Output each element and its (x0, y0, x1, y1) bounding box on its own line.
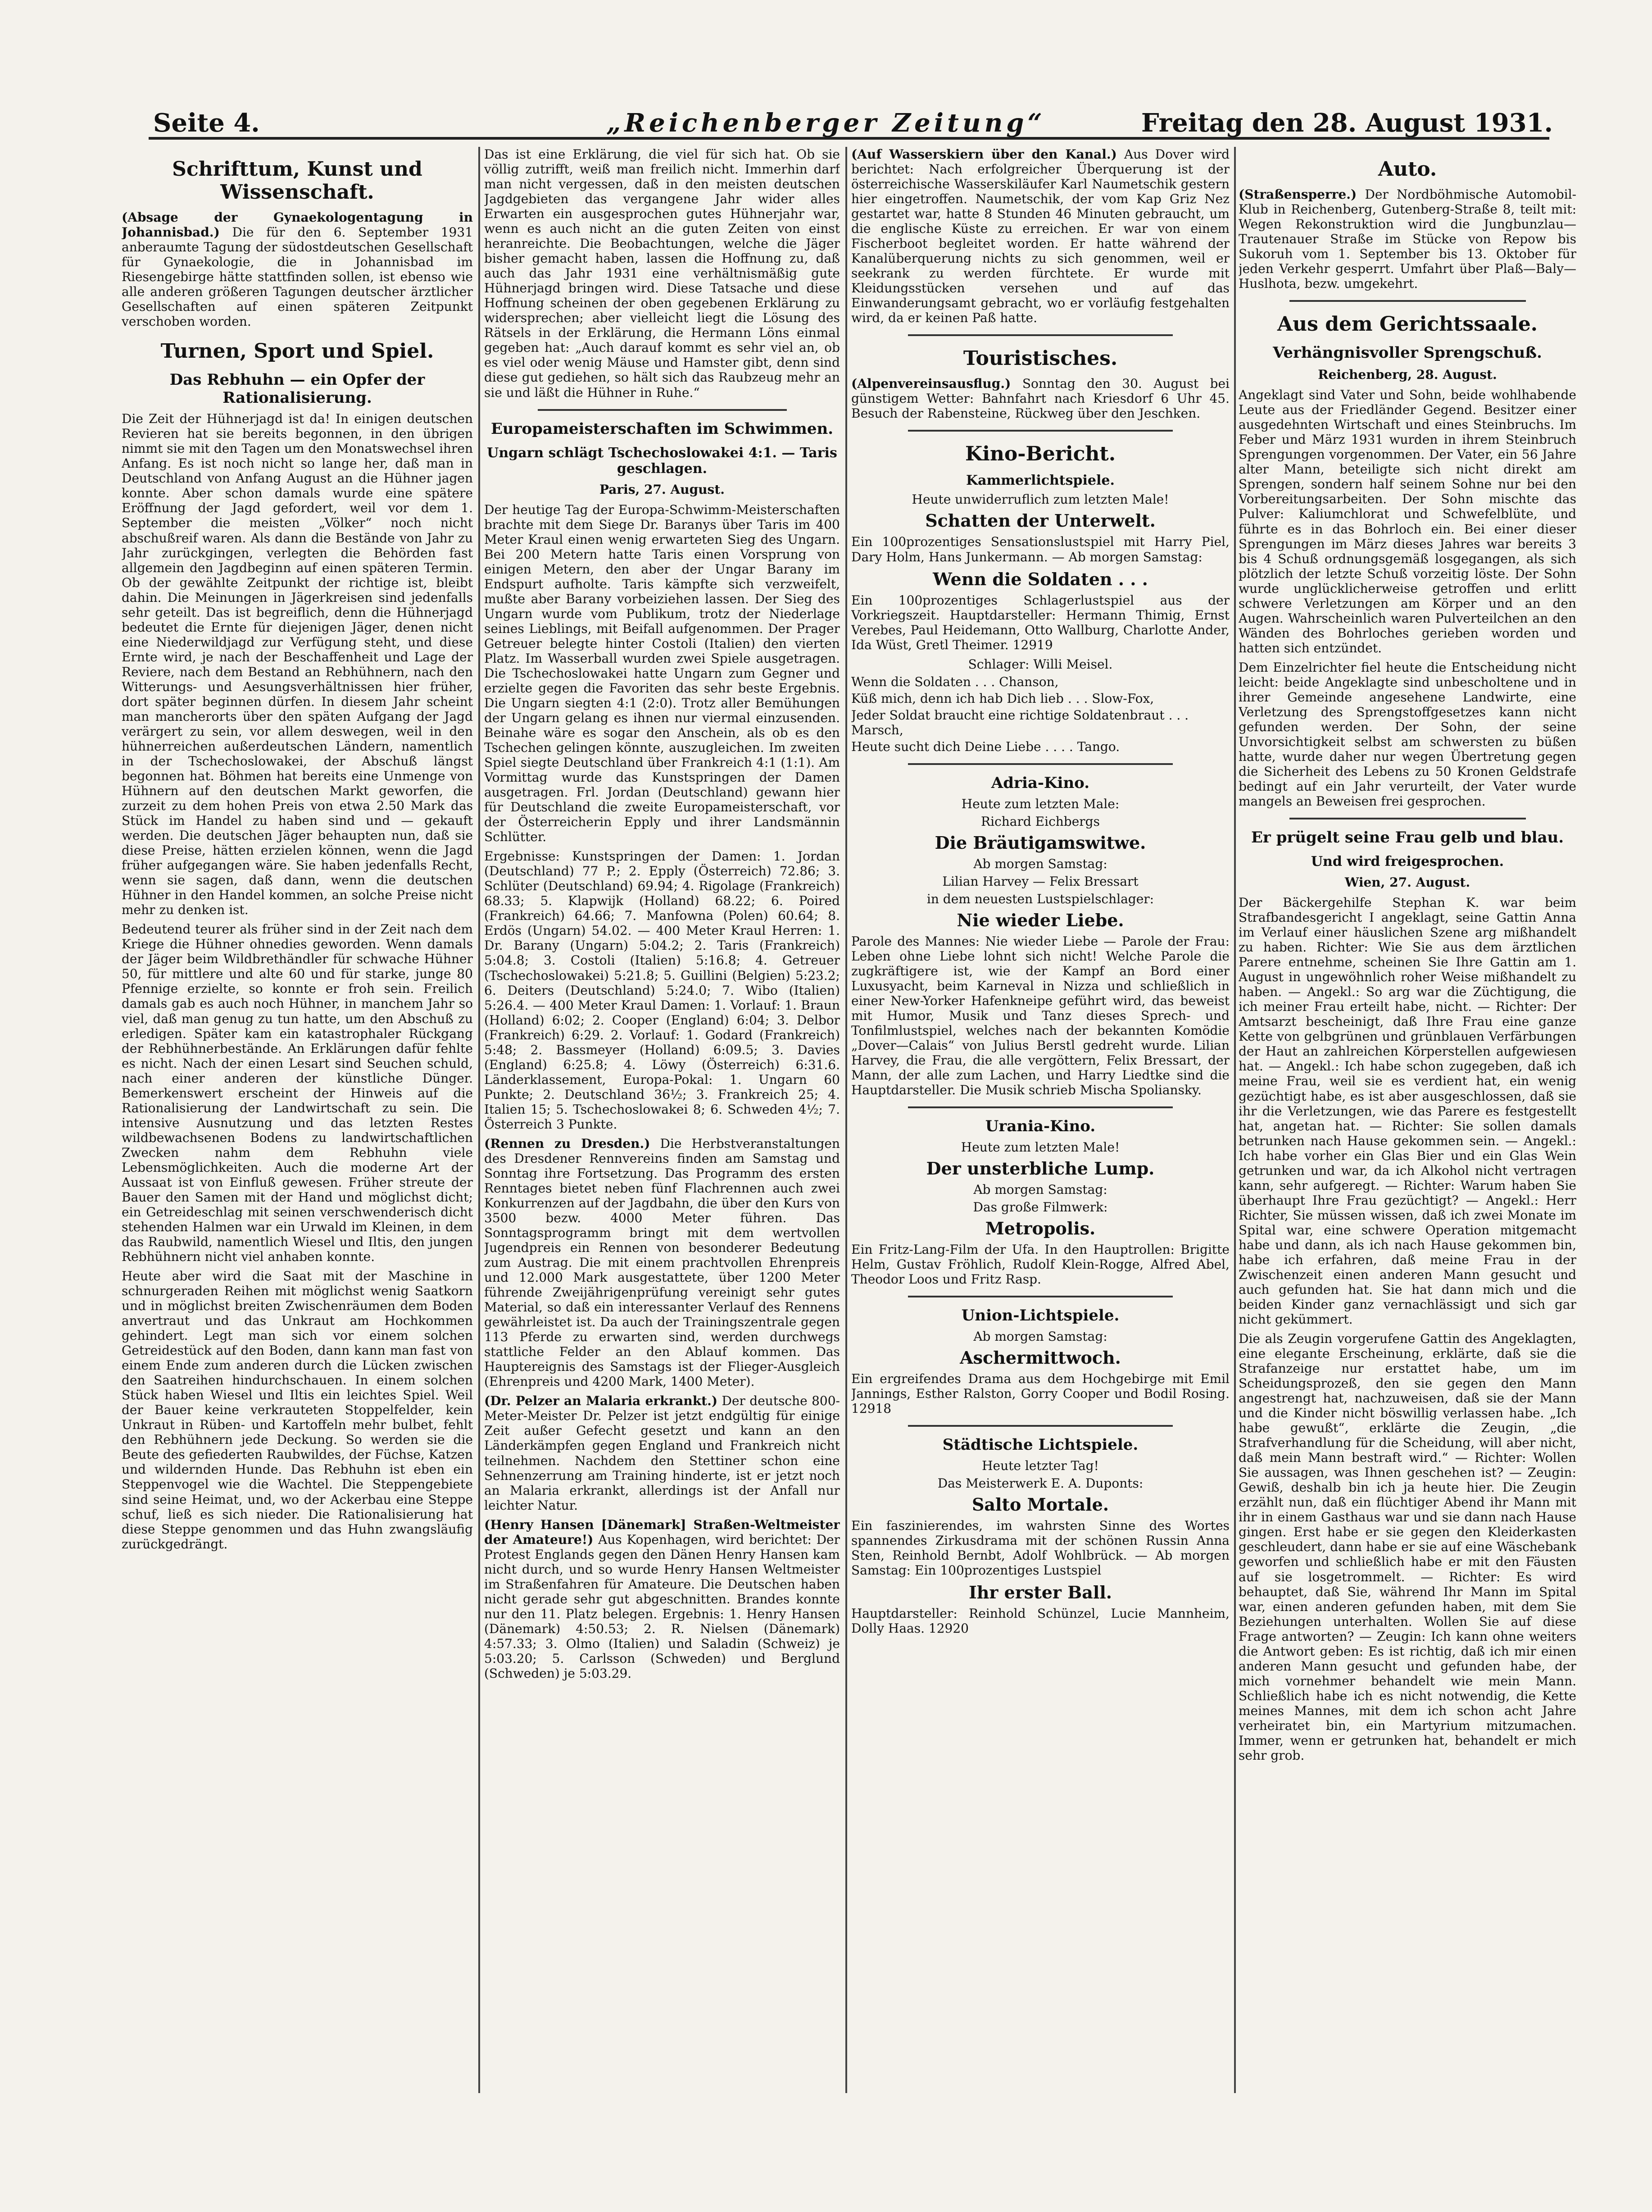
article-text: Sonntag den 30. August bei günstigem Wetter: Bahnfahrt nach Kriesdorf 6 Uhr 45. Besuch der Rabensteine, Rückweg über den Jeschken. (851, 376, 1230, 421)
column-divider (1234, 147, 1236, 2093)
notice-line: Ab morgen Samstag: (973, 1329, 1107, 1344)
article-headline: Das Rebhuhn — ein Opfer der Rationalisierung. (169, 371, 425, 407)
notice-line: Heute unwiderruflich zum letzten Male! (912, 492, 1169, 507)
film-title: Wenn die Soldaten . . . (933, 569, 1148, 589)
film-title: Salto Mortale. (971, 1494, 1109, 1515)
article-paragraph (851, 376, 1230, 421)
article-text: Die für den 6. September 1931 anberaumte Tagung der südostdeutschen Gesellschaft für Gynaekologie, die in Johannisbad im Riesengebirge hätte stattfinden sollen, ist ebenso wie alle anderen größeren Tagungen deutscher ärztlicher Gesellschaften auf einen späteren Zeitpunkt verschoben worden. (122, 225, 473, 329)
notice-line: Heute letzter Tag! (982, 1458, 1099, 1474)
song-line: Heute sucht dich Deine Liebe . . . . Tango. (851, 739, 1120, 754)
notice-line: Heute zum letzten Male! (961, 1140, 1120, 1155)
article-paragraph (484, 1136, 840, 1389)
column-3 (851, 147, 1230, 1640)
notice-line: Ab morgen Samstag: (973, 1182, 1107, 1197)
section-rule (908, 1425, 1173, 1427)
section-heading: Turnen, Sport und Spiel. (160, 340, 434, 363)
notice-line: Das Meisterwerk E. A. Duponts: (937, 1476, 1144, 1491)
section-heading: Schrifttum, Kunst und Wissenschaft. (172, 158, 422, 204)
article-headline: Städtische Lichtspiele. (942, 1436, 1139, 1454)
article-paragraph: Ein ergreifendes Drama aus dem Hochgebirge mit Emil Jannings, Esther Ralston, Gorry Cooper und Bodil Rosing. 12918 (851, 1371, 1230, 1416)
article-paragraph: Dem Einzelrichter fiel heute die Entscheidung nicht leicht: beide Angeklagte sind unbescholtene und in ihrer Gemeinde angesehene Landwirte, eine Verletzung des Sprengstoffgesetzes kann nicht gefunden werden. Der Sohn, der seine Unvorsichtigkeit selbst am schwersten zu büßen hatte, wurde daher nur wegen Übertretung gegen die Sicherheit des Lebens zu 50 Kronen Geldstrafe bedingt auf ein Jahr verurteilt, der Vater wurde mangels an Beweisen frei gesprochen. (1239, 660, 1576, 809)
article-lead: (Rennen zu Dresden.) (484, 1136, 650, 1151)
article-lead: (Absage der Gynaekologentagung in Johannisbad.) (122, 210, 473, 240)
article-paragraph: Die Zeit der Hühnerjagd ist da! In einigen deutschen Revieren hat sie bereits begonnen, in den übrigen nimmt sie mit den Tagen um den Monatswechsel ihren Anfang. Es ist noch nicht so lange her, daß man in Deutschland von Anfang August an die Hühner jagen konnte. Aber schon damals wurde eine spätere Eröffnung der Jagd gefordert, weil vor dem 1. September die meisten „Völker“ noch nicht abschußreif waren. Als dann die Bestände von Jahr zu Jahr zurückgingen, verlegten die Behörden fast allgemein den Jagdbeginn auf einen späteren Termin. Ob der gewählte Zeitpunkt der richtige ist, bleibt dahin. Die Meinungen in Jägerkreisen sind jedenfalls sehr geteilt. Das ist begreiflich, denn die Hühnerjagd bedeutet die Ernte für diejenigen Jäger, denen nicht eine Niederwildjagd zur Verfügung steht, und diese Ernte wird, je nach der Beschaffenheit und Lage der Reviere, nach dem Bestand an Rebhühnern, nach den Witterungs- und Aesungsverhältnissen hier früher, dort später beginnen dürfen. In diesem Jahr scheint man mancherorts über den späten Aufgang der Jagd verärgert zu sein, vor allem deswegen, weil in den hühnerreichen außerdeutschen Ländern, namentlich in der Tschechoslowakei, der Abschuß längst begonnen hat. Böhmen hat bereits eine Unmenge von Hühnern auf den deutschen Markt geworfen, die zurzeit zu dem hohen Preis von etwa 2.50 Mark das Stück im Handel zu haben sind und — gekauft werden. Die deutschen Jäger behaupten nun, daß sie diese Preise, hätten erzielen können, wenn die Jagd früher aufgegangen wäre. Sie haben jedenfalls Recht, wenn sie sagen, daß dann, wenn die deutschen Hühner in den Handel kommen, an solche Preise nicht mehr zu denken ist. (122, 411, 473, 918)
film-title: Nie wieder Liebe. (957, 910, 1124, 930)
article-paragraph: Parole des Mannes: Nie wieder Liebe — Parole der Frau: Leben ohne Liebe lohnt sich nicht! Welche Parole die zugkräftigere ist, wie der Kampf an Bord einer Luxusyacht, beim Karneval in Nizza und schließlich in einer New-Yorker Hafenkneipe geführt wird, das beweist mit Humor, Musik und Tanz dieses Sprech- und Tonfilmlustspiel, welches nach der bekannten Komödie „Dover—Calais“ von Julius Berstl gedreht wurde. Lilian Harvey, die Frau, die alle vergöttern, Felix Bressart, der Mann, der alle zum Lachen, und Harry Liedtke sind die Hauptdarsteller. Die Musik schrieb Mischa Spoliansky. (851, 933, 1230, 1097)
notice-line: Heute zum letzten Male: (961, 796, 1120, 811)
masthead: „Reichenberger Zeitung“ (606, 108, 1046, 138)
article-paragraph: Das ist eine Erklärung, die viel für sich hat. Ob sie völlig zutrifft, weiß man freilich nicht. Immerhin darf man nicht vergessen, daß in den meisten deutschen Jagdgebieten das vergangene Jahr wider alles Erwarten ein ausgesprochen gutes Hühnerjahr war, wenn es auch nicht an die guten Zeiten von einst heranreichte. Die Beobachtungen, welche die Jäger bisher gemacht haben, lassen die Hoffnung zu, daß auch das Jahr 1931 eine verhältnismäßig gute Hühnerjagd bringen wird. Diese Tatsache und diese Hoffnung scheinen der oben gegebenen Erklärung zu widersprechen; aber vielleicht liegt die Lösung des Rätsels in der Erklärung, die Hermann Löns einmal gegeben hat: „Auch darauf kommt es sehr viel an, ob es viel oder wenig Mäuse und Hamster gibt, denn sind diese gut gediehen, so hält sich das Raubzeug mehr an sie und läßt die Hühner in Ruhe.“ (484, 147, 840, 400)
page-number: Seite 4. (153, 108, 260, 138)
section-heading: Auto. (1378, 158, 1437, 181)
article-paragraph: Bedeutend teurer als früher sind in der Zeit nach dem Kriege die Hühner ohnedies geworden. Wenn damals der Jäger beim Wildbrethändler für schwache Hühner 50, für mittlere und alte 60 und für starke, junge 80 Pfennige erzielte, so konnte er froh sein. Freilich damals gab es auch noch Hühner, in manchem Jahr so viel, daß man genug zu tun hatte, um den Abschuß zu erledigen. Später kam ein katastrophaler Rückgang der Rebhühnerbestände. An Erklärungen dafür fehlte es nicht. Nach der einen Lesart sind Seuchen schuld, nach einer anderen der künstliche Dünger. Bemerkenswert erscheint der Hinweis auf die Rationalisierung der Landwirtschaft zu sein. Die intensive Ausnutzung und das letzten Restes wildbewachsenen Bodens zu landwirtschaftlichen Zwecken nahm dem Rebhuhn viele Lebensmöglichkeiten. Auch die moderne Art der Aussaat ist von Einfluß gewesen. Früher streute der Bauer den Samen mit der Hand und möglichst dicht; ein Getreideschlag mit seinen verschwenderisch dicht stehenden Halmen war ein Urwald im Kleinen, in dem das Raubwild, namentlich Wiesel und Iltis, den jungen Rebhühnern nicht viel anhaben konnte. (122, 922, 473, 1264)
film-title: Die Bräutigamswitwe. (935, 832, 1146, 853)
article-subheadline: Und wird freigesprochen. (1311, 854, 1504, 870)
article-paragraph: Angeklagt sind Vater und Sohn, beide wohlhabende Leute aus der Friedländer Gegend. Besitzer einer ausgedehnten Wirtschaft und eines Steinbruchs. Im Feber und März 1931 wurden in ihrem Steinbruch Sprengungen vorgenommen. Der Vater, ein 56 Jahre alter Mann, beteiligte sich nicht direkt am Sprengen, sondern half seinem Sohne nur bei den Vorbereitungsarbeiten. Der Sohn mischte das Pulver: Kaliumchlorat und Schwefelblüte, und führte es in das Bohrloch ein. Bei einer dieser Sprengungen im März dieses Jahres war bereits 3 bis 4 Schuß ordnungsgemäß losgegangen, als sich plötzlich der letzte Schuß vorzeitig löste. Der Sohn wurde unglücklicherweise getroffen und erlitt schwere Verletzungen am Körper und an den Augen. Wahrscheinlich waren Pulverteilchen an den Wänden des Bohrloches gerieben worden und hatten sich entzündet. (1239, 387, 1576, 655)
article-paragraph (1239, 187, 1576, 291)
article-paragraph (484, 1393, 840, 1512)
section-rule (908, 1296, 1173, 1297)
notice-line: in dem neuesten Lustspielschlager: (926, 891, 1154, 906)
article-paragraph: Die als Zeugin vorgerufene Gattin des Angeklagten, eine elegante Erscheinung, erklärte, daß sie die Strafanzeige nur erstattet habe, um im Scheidungsprozeß, den sie gegen den Mann angestrengt hat, nachzuweisen, daß sie der Mann und die Kinder nicht böswillig verlassen habe. „Ich habe gewußt“, erklärte die Zeugin, „die Strafverhandlung für die Scheidung, will aber nicht, daß mein Mann bestraft wird.“ — Richter: Wollen Sie aussagen, was Ihnen geschehen ist? — Zeugin: Gewiß, deshalb bin ich ja heute hier. Die Zeugin erzählt nun, daß ein flüchtiger Abend ihr Mann mit ihr in einem Gasthaus war und sie dann nach Hause gingen. Erst habe er sie gegen den Kleiderkasten geschleudert, dann habe er sie auf eine Wäschebank geworfen und schließlich habe er mit den Fäusten auf sie losgetrommelt. — Richter: Es wird behauptet, daß Sie, während Ihr Mann im Spital war, einen anderen gefunden haben, mit dem Sie Beziehungen unterhalten. Wollen Sie auf diese Frage antworten? — Zeugin: Ich kann ohne weiters die Antwort geben: Es ist richtig, daß ich mir einen anderen Mann gesucht und gefunden habe, der mich vornehmer behandelt wie mein Mann. Schließlich habe ich es nicht notwendig, die Kette meines Mannes, mit dem ich schon acht Jahre verheiratet bin, ein Martyrium mitzumachen. Immer, wenn er getrunken hat, behandelt er mich sehr grob. (1239, 1331, 1576, 1763)
column-2 (484, 147, 840, 1685)
article-subheadline: Ungarn schlägt Tschechoslowakei 4:1. — Taris geschlagen. (487, 445, 837, 477)
article-text: Der Nordböhmische Automobil-Klub in Reichenberg, Gutenberg-Straße 8, teilt mit: Wegen Rekonstruktion wird die Jungbunzlau—Trautenauer Straße im Stücke von Repow bis Sukoruh vom 1. September bis 13. Oktober für jeden Verkehr gesperrt. Umfahrt über Plaß—Baly—Huslhota, bezw. umgekehrt. (1239, 187, 1576, 291)
dateline: Paris, 27. August. (599, 482, 725, 497)
article-headline: Europameisterschaften im Schwimmen. (490, 419, 834, 438)
article-paragraph: Ein 100prozentiges Schlagerlustspiel aus der Vorkriegszeit. Hauptdarsteller: Hermann Thimig, Ernst Verebes, Paul Heidemann, Otto Wallburg, Charlotte Ander, Ida Wüst, Gretl Theimer. 12919 (851, 592, 1230, 652)
column-divider (845, 147, 847, 2093)
column-4 (1239, 147, 1576, 1767)
article-paragraph: Der heutige Tag der Europa-Schwimm-Meisterschaften brachte mit dem Siege Dr. Baranys über Taris im 400 Meter Kraul einen wenig erwarteten Sieg des Ungarn. Bei 200 Metern hatte Taris einen Vorsprung von einigen Metern, den aber der Ungar Barany im Endspurt aufholte. Taris kämpfte sich verzweifelt, mußte aber Barany vorbeiziehen lassen. Der Sieg des Ungarn wurde vom Publikum, trotz der Niederlage seines Lieblings, mit Beifall aufgenommen. Der Prager Getreuer belegte hinter Costoli (Italien) den vierten Platz. Im Wasserball wurden zwei Spiele ausgetragen. Die Tschechoslowakei hatte Ungarn zum Gegner und erzielte gegen die Favoriten das sehr beste Ergebnis. Die Ungarn siegten 4:1 (2:0). Trotz aller Bemühungen der Ungarn gelang es ihnen nur viermal einzusenden. Beinahe wäre es sogar den Anschein, als ob es den Tschechen gelingen könnte, auszugleichen. Im zweiten Spiel siegte Deutschland über Frankreich 4:1 (1:1). Am Vormittag wurde das Kunstspringen der Damen ausgetragen. Frl. Jordan (Deutschland) gewann hier für Deutschland die zweite Europameisterschaft, vor der Österreicherin Epply und ihrer Landsmännin Schlütter. (484, 502, 840, 845)
article-headline: Er prügelt seine Frau gelb und blau. (1251, 828, 1564, 847)
section-rule (908, 763, 1173, 765)
column-divider (478, 147, 480, 2093)
article-lead: (Henry Hansen [Dänemark] Straßen-Weltmeister der Amateure!) (484, 1517, 840, 1547)
issue-date: Freitag den 28. August 1931. (1141, 108, 1553, 138)
article-lead: (Auf Wasserskiern über den Kanal.) (851, 147, 1117, 162)
article-paragraph: Ein 100prozentiges Sensationslustspiel mit Harry Piel, Dary Holm, Hans Junkermann. — Ab morgen Samstag: (851, 534, 1230, 564)
article-paragraph (484, 1517, 840, 1681)
notice-line: Lilian Harvey — Felix Bressart (942, 874, 1139, 889)
article-paragraph: Ergebnisse: Kunstspringen der Damen: 1. Jordan (Deutschland) 77 P.; 2. Epply (Österreich) 72.86; 3. Schlüter (Deutschland) 69.94; 4. Rigolage (Frankreich) 68.33; 5. Klapwijk (Holland) 68.22; 6. Poired (Frankreich) 64.66; 7. Manfowna (Polen) 60.64; 8. Erdös (Ungarn) 54.02. — 400 Meter Kraul Herren: 1. Dr. Barany (Ungarn) 5:04.2; 2. Taris (Frankreich) 5:04.8; 3. Costoli (Italien) 5:16.8; 4. Getreuer (Tschechoslowakei) 5:21.8; 5. Guillini (Belgien) 5:23.2; 6. Deiters (Deutschland) 5:24.0; 7. Wibo (Italien) 5:26.4. — 400 Meter Kraul Damen: 1. Vorlauf: 1. Braun (Holland) 6:02; 2. Cooper (England) 6:04; 3. Delbor (Frankreich) 6:29. 2. Vorlauf: 1. Godard (Frankreich) 5:48; 2. Bassmeyer (Holland) 6:09.5; 3. Davies (England) 6:25.8; 4. Löwy (Österreich) 6:31.6. Länderklassement, Europa-Pokal: 1. Ungarn 60 Punkte; 2. Deutschland 36½; 3. Frankreich 25; 4. Italien 15; 5. Tschechoslowakei 8; 6. Schweden 4½; 7. Österreich 3 Punkte. (484, 849, 840, 1132)
section-rule (1289, 300, 1526, 302)
section-rule (538, 409, 787, 411)
article-text: Der deutsche 800-Meter-Meister Dr. Pelzer ist jetzt endgültig für einige Zeit außer Gefecht gesetzt und kann an den Länderkämpfen gegen England und Frankreich nicht teilnehmen. Nachdem den Stettiner schon eine Sehnenzerrung am Training hinderte, ist er jetzt noch an Malaria erkrankt, allerdings ist der Anfall nur leichter Natur. (484, 1393, 840, 1513)
film-title: Ihr erster Ball. (968, 1582, 1112, 1603)
film-title: Der unsterbliche Lump. (926, 1158, 1155, 1179)
section-rule (1289, 818, 1526, 819)
section-heading: Kino-Bericht. (965, 442, 1116, 466)
article-headline: Adria-Kino. (991, 774, 1090, 792)
article-text: Die Herbstveranstaltungen des Dresdener Rennvereins finden am Samstag und Sonntag ihre Fortsetzung. Das Programm des ersten Renntages bietet neben fünf Flachrennen auch zwei Konkurrenzen auf der Jagdbahn, die über den Kurs von 3500 bezw. 4000 Meter führen. Das Sonntagsprogramm bringt mit dem wertvollen Jugendpreis ein Rennen von besonderer Bedeutung zum Austrag. Die mit einem prachtvollen Ehrenpreis und 12.000 Mark ausgestattete, über 1200 Meter führende Zweijährigenprüfung vereinigt sehr gutes Material, so daß ein interessanter Verlauf des Rennens gewährleistet ist. Da auch der Trainingszentrale gegen 113 Pferde zu erwarten sind, werden durchwegs stattliche Felder an den Ablauf kommen. Das Hauptereignis des Samstags ist der Flieger-Ausgleich (Ehrenpreis und 4200 Mark, 1400 Meter). (484, 1136, 840, 1389)
song-line: Küß mich, denn ich hab Dich lieb . . . Slow-Fox, (851, 691, 1154, 706)
article-paragraph: Heute aber wird die Saat mit der Maschine in schnurgeraden Reihen mit möglichst wenig Saatkorn und in möglichst breiten Zwischenräumen dem Boden anvertraut und das Unkraut am Hochkommen gehindert. Legt man sich vor einem solchen Getreidestück auf den Boden, dann kann man fast von einem Ende zum anderen durch die Lücken zwischen den Saatreihen hindurchschauen. In einem solchen Stück haben Wiesel und Iltis ein leichtes Spiel. Weil der Bauer keine verkrauteten Stoppelfelder, kein Unkraut in Rüben- und Kartoffeln mehr bulbet, fehlt den Rebhühnern jede Deckung. So werden sie die Beute des gefiederten Raubwildes, der Füchse, Katzen und wildernden Hunde. Das Rebhuhn ist eben ein Steppenvogel wie die Wachtel. Die Steppengebiete sind seine Heimat, und, wo der Ackerbau eine Steppe schuf, ließ es sich nieder. Die Rationalisierung hat diese Steppe genommen und das Huhn zwangsläufig zurückgedrängt. (122, 1269, 473, 1552)
column-1 (122, 147, 473, 1556)
section-rule (908, 1106, 1173, 1108)
notice-line: Ab morgen Samstag: (973, 856, 1107, 871)
dateline: Wien, 27. August. (1344, 875, 1470, 890)
section-heading: Touristisches. (963, 347, 1118, 370)
film-title: Metropolis. (985, 1218, 1096, 1238)
article-text: Aus Kopenhagen, wird berichtet: Der Protest Englands gegen den Dänen Henry Hansen kam nicht durch, und so wurde Henry Hansen Weltmeister im Straßenfahren für Amateure. Die Deutschen haben nicht gerade sehr gut abgeschnitten. Brandes konnte nur den 11. Platz belegen. Ergebnis: 1. Henry Hansen (Dänemark) 4:50.53; 2. R. Nielsen (Dänemark) 4:57.33; 3. Olmo (Italien) und Saladin (Schweiz) je 5:03.20; 5. Carlsson (Schweden) und Berglund (Schweden) je 5:03.29. (484, 1532, 840, 1681)
section-rule (908, 334, 1173, 336)
article-paragraph: Ein Fritz-Lang-Film der Ufa. In den Hauptrollen: Brigitte Helm, Gustav Fröhlich, Rudolf Klein-Rogge, Alfred Abel, Theodor Loos und Fritz Rasp. (851, 1242, 1230, 1287)
section-rule (908, 430, 1173, 432)
article-lead: (Alpenvereinsausflug.) (851, 376, 1011, 391)
article-paragraph (122, 210, 473, 329)
song-line: Jeder Soldat braucht eine richtige Soldatenbraut . . . Marsch, (851, 707, 1189, 737)
notice-line: Das große Filmwerk: (973, 1200, 1108, 1215)
article-text: Aus Dover wird berichtet: Nach erfolgreicher Überquerung ist der österreichische Wasserskiläufer Karl Naumetschik gestern hier eingetroffen. Naumetschik, der vom Kap Griz Nez gestartet war, hatte 8 Stunden 46 Minuten gebraucht, um die englische Küste zu erreichen. Er war von einem Fischerboot begleitet worden. Er hatte während der Kanalüberquerung nichts zu sich genommen, weil er seekrank zu werden fürchtete. Er wurde mit Kleidungsstücken versehen und auf das Einwanderungsamt gebracht, wo er vorläufig festgehalten wird, da er keinen Paß hatte. (851, 147, 1230, 326)
film-title: Aschermittwoch. (960, 1347, 1121, 1368)
article-headline: Verhängnisvoller Sprengschuß. (1273, 344, 1542, 362)
notice-line: Richard Eichbergs (981, 814, 1100, 829)
article-lead: (Dr. Pelzer an Malaria erkrankt.) (484, 1393, 718, 1409)
article-paragraph: Der Bäckergehilfe Stephan K. war beim Strafbandesgericht I angeklagt, seine Gattin Anna im Verlauf einer häuslichen Szene arg mißhandelt zu haben. Richter: Wie Sie aus dem ärztlichen Parere entnehme, scheinen Sie Ihre Gattin am 1. August in ungewöhnlich roher Weise mißhandelt zu haben. — Angekl.: So arg war die Züchtigung, die ich meiner Frau erteilt habe, nicht. — Richter: Der Amtsarzt bescheinigt, daß Ihre Frau eine ganze Kette von gelbgrünen und grünblauen Verfärbungen der Haut an zahlreichen Körperstellen aufgewiesen hat. — Angekl.: Ich habe schon zugegeben, daß ich meine Frau, weil sie es verdient hat, ein wenig gezüchtigt habe, es ist aber ausgeschlossen, daß sie ihr die Verletzungen, wie das Parere es festgestellt hat, angetan hat. — Richter: Sie sollen damals betrunken nach Hause gekommen sein. — Angekl.: Ich habe vorher ein Glas Bier und ein Glas Wein getrunken und war, da ich Alkohol nicht vertragen kann, sehr aufgeregt. — Richter: Warum haben Sie überhaupt Ihre Frau gezüchtigt? — Angekl.: Herr Richter, Sie müssen wissen, daß ich zwei Monate im Spital war, eine schwere Operation mitgemacht habe und dann, als ich nach Hause gekommen bin, habe ich erfahren, daß meine Frau in der Zwischenzeit einen anderen Mann gesucht und auch gefunden hat. Sie hat dann mich und die beiden Kinder ganz vernachlässigt und sich gar nicht gekümmert. (1239, 895, 1576, 1327)
song-line: Wenn die Soldaten . . . Chanson, (851, 674, 1059, 689)
dateline: Reichenberg, 28. August. (1318, 367, 1497, 382)
article-paragraph: Hauptdarsteller: Reinhold Schünzel, Lucie Mannheim, Dolly Haas. 12920 (851, 1606, 1230, 1636)
article-headline: Urania-Kino. (985, 1117, 1096, 1135)
header-rule (149, 137, 1549, 140)
article-lead: (Straßensperre.) (1239, 187, 1357, 202)
article-subheadline: Kammerlichtspiele. (966, 473, 1115, 489)
notice-line: Schlager: Willi Meisel. (968, 656, 1113, 672)
section-heading: Aus dem Gerichtssaale. (1277, 313, 1538, 336)
film-title: Schatten der Unterwelt. (925, 510, 1156, 531)
article-paragraph (851, 147, 1230, 325)
article-paragraph: Ein faszinierendes, im wahrsten Sinne des Wortes spannendes Zirkusdrama mit der schönen Russin Anna Sten, Reinhold Bernbt, Adolf Wohlbrück. — Ab morgen Samstag: Ein 100prozentiges Lustspiel (851, 1518, 1230, 1578)
article-headline: Union-Lichtspiele. (961, 1306, 1120, 1325)
